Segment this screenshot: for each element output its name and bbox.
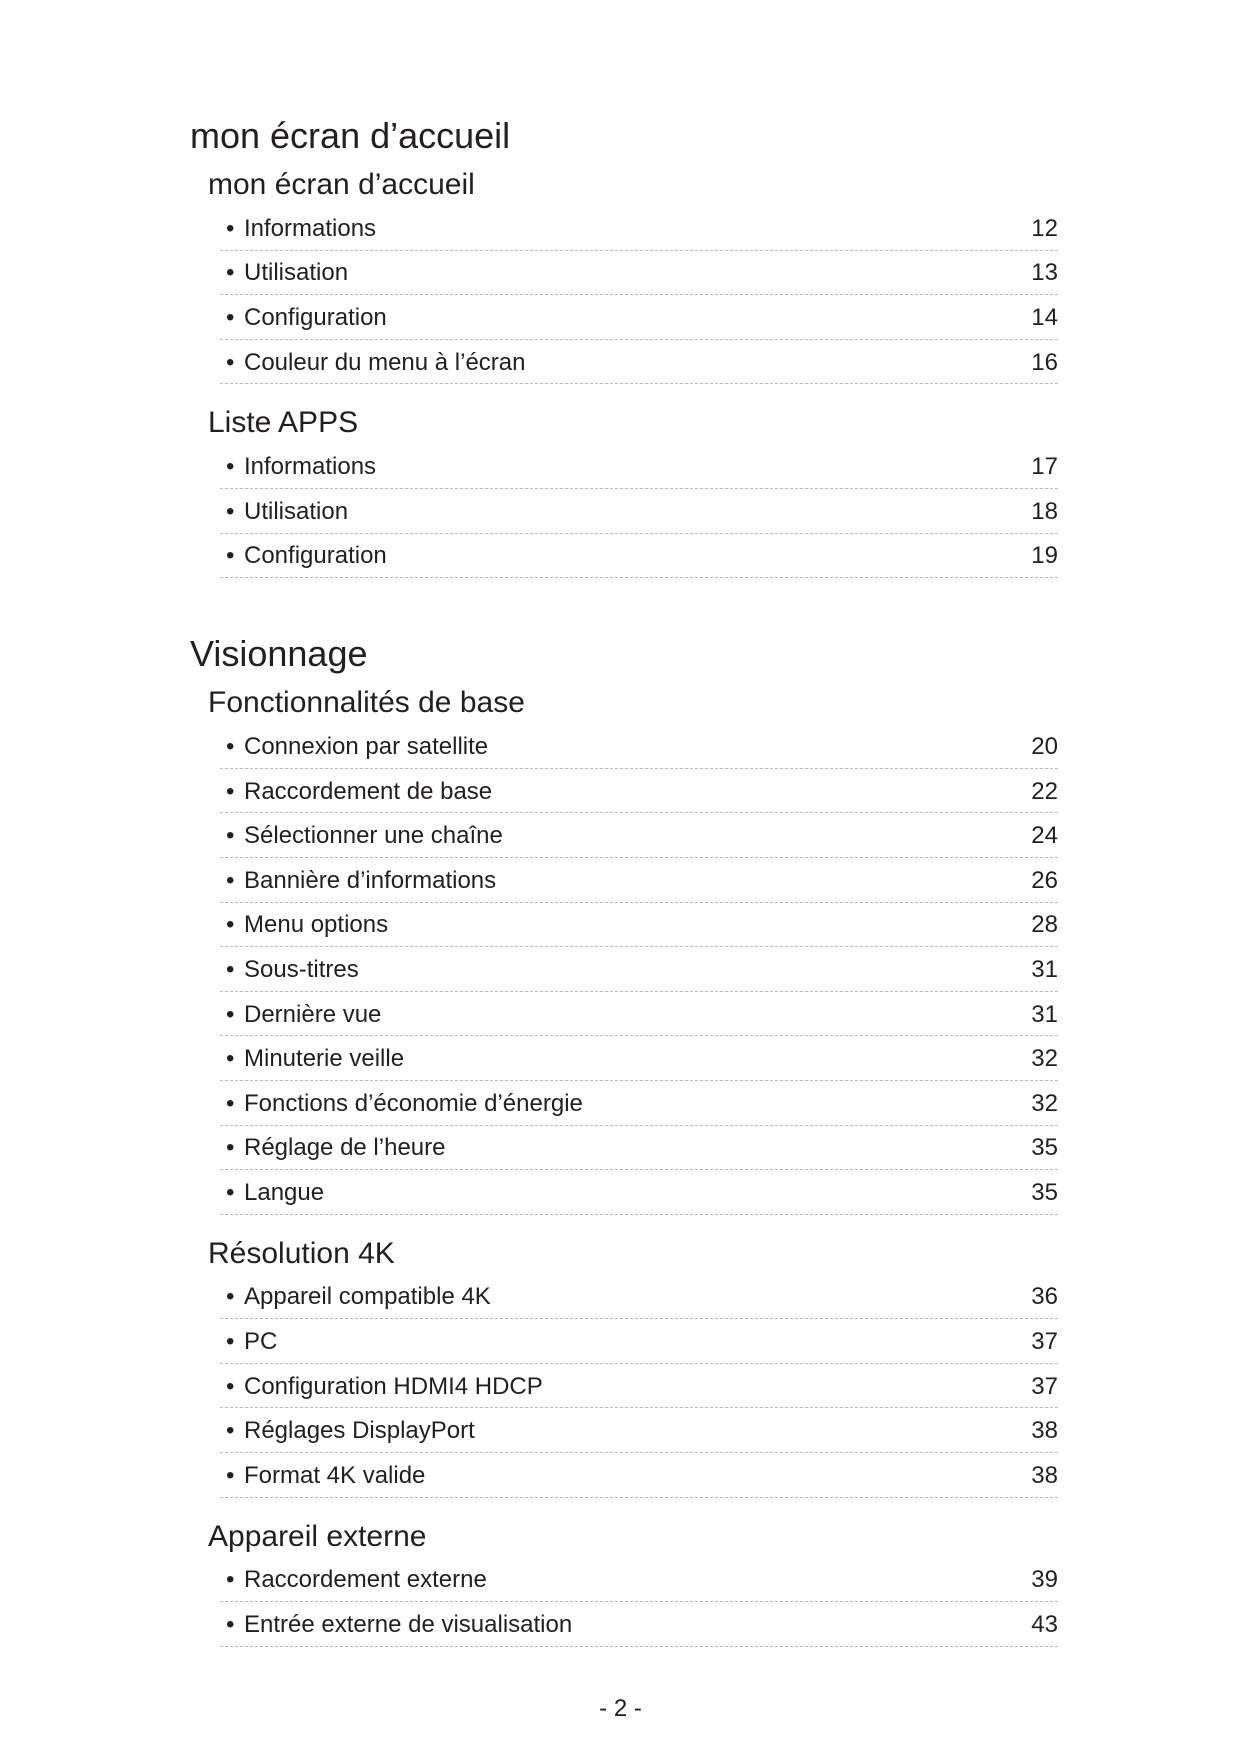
entry-label[interactable]: Informations [244,214,377,242]
toc-entry[interactable] [220,1170,1058,1215]
bullet-icon: • [226,955,235,983]
toc-entry[interactable] [220,903,1058,948]
bullet-icon: • [226,1045,235,1073]
entry-label[interactable]: Réglages DisplayPort [244,1417,475,1445]
group-title: Résolution 4K [208,1236,395,1270]
toc-entry[interactable] [220,340,1058,385]
toc-group [208,164,1058,384]
entry-page[interactable]: 19 [1031,542,1058,570]
toc-entry[interactable] [220,1036,1058,1081]
toc-entry[interactable] [220,1408,1058,1453]
entry-label[interactable]: Minuterie veille [244,1045,405,1073]
entry-page[interactable]: 43 [1031,1611,1058,1639]
toc-entry[interactable] [220,992,1058,1037]
bullet-icon: • [226,1178,235,1206]
entry-page[interactable]: 13 [1031,259,1058,287]
entry-label[interactable]: Raccordement externe [244,1566,487,1594]
toc-entry[interactable] [220,251,1058,296]
entry-label[interactable]: Couleur du menu à l’écran [244,348,526,376]
entry-label[interactable]: PC [244,1328,278,1356]
group-title: mon écran d’accueil [208,168,475,201]
entry-label[interactable]: Utilisation [244,497,349,525]
entry-page[interactable]: 38 [1031,1461,1058,1489]
table-of-contents [190,112,1058,1647]
toc-entry[interactable] [220,724,1058,769]
toc-entry[interactable] [220,1602,1058,1647]
entry-label[interactable]: Informations [244,453,377,481]
bullet-icon: • [226,1328,235,1356]
bullet-icon: • [226,1566,235,1594]
bullet-icon: • [226,732,235,760]
entry-label[interactable]: Menu options [244,911,389,939]
entry-label[interactable]: Connexion par satellite [244,732,489,760]
entry-page[interactable]: 31 [1031,1000,1058,1028]
toc-entry[interactable] [220,1319,1058,1364]
toc-entry[interactable] [220,295,1058,340]
toc-entry[interactable] [220,1275,1058,1320]
entry-page[interactable]: 39 [1031,1566,1058,1594]
bullet-icon: • [226,777,235,805]
entry-label[interactable]: Entrée externe de visualisation [244,1611,573,1639]
bullet-icon: • [226,497,235,525]
bullet-icon: • [226,822,235,850]
toc-entry[interactable] [220,1081,1058,1126]
bullet-icon: • [226,542,235,570]
entry-label[interactable]: Configuration HDMI4 HDCP [244,1372,543,1400]
toc-entry[interactable] [220,206,1058,251]
toc-entry[interactable] [220,1364,1058,1409]
entry-page[interactable]: 20 [1031,732,1058,760]
entry-label[interactable]: Appareil compatible 4K [244,1283,491,1311]
entry-page[interactable]: 12 [1031,214,1058,242]
entry-page[interactable]: 32 [1031,1089,1058,1117]
bullet-icon: • [226,348,235,376]
group-title: Fonctionnalités de base [208,686,525,720]
entry-label[interactable]: Sous-titres [244,955,359,983]
bullet-icon: • [226,1000,235,1028]
bullet-icon: • [226,1134,235,1162]
entry-page[interactable]: 24 [1031,822,1058,850]
bullet-icon: • [226,1611,235,1639]
toc-entry[interactable] [220,534,1058,579]
bullet-icon: • [226,214,235,242]
toc-entry[interactable] [220,769,1058,814]
entry-page[interactable]: 36 [1031,1283,1058,1311]
entry-page[interactable]: 38 [1031,1417,1058,1445]
entry-label[interactable]: Réglage de l’heure [244,1134,446,1162]
entry-label[interactable]: Configuration [244,303,387,331]
entry-page[interactable]: 37 [1031,1328,1058,1356]
entry-page[interactable]: 28 [1031,911,1058,939]
toc-entry[interactable] [220,858,1058,903]
toc-entry[interactable] [220,947,1058,992]
entry-page[interactable]: 37 [1031,1372,1058,1400]
bullet-icon: • [226,1372,235,1400]
page-number: - 2 - [599,1695,642,1722]
entry-page[interactable]: 32 [1031,1045,1058,1073]
entry-label[interactable]: Raccordement de base [244,777,493,805]
bullet-icon: • [226,1417,235,1445]
toc-entry[interactable] [220,1558,1058,1603]
entry-page[interactable]: 18 [1031,497,1058,525]
entry-page[interactable]: 35 [1031,1178,1058,1206]
bullet-icon: • [226,1461,235,1489]
toc-group [208,682,1058,1215]
entry-page[interactable]: 31 [1031,955,1058,983]
toc-entry[interactable] [220,1126,1058,1171]
entry-label[interactable]: Sélectionner une chaîne [244,822,503,850]
bullet-icon: • [226,1283,235,1311]
group-title: Liste APPS [208,406,359,440]
bullet-icon: • [226,259,235,287]
toc-group [208,402,1058,578]
toc-entry[interactable] [220,1453,1058,1498]
entry-page[interactable]: 26 [1031,866,1058,894]
section-title: Visionnage [190,633,368,675]
entry-label[interactable]: Fonctions d’économie d’énergie [244,1089,583,1117]
toc-section [190,112,1058,578]
toc-section [190,630,1058,1647]
toc-entry[interactable] [220,813,1058,858]
entry-label[interactable]: Format 4K valide [244,1461,426,1489]
section-title: mon écran d’accueil [190,115,511,156]
entry-page[interactable]: 35 [1031,1134,1058,1162]
bullet-icon: • [226,303,235,331]
entry-label[interactable]: Bannière d’informations [244,866,497,894]
toc-group [208,1516,1058,1647]
bullet-icon: • [226,866,235,894]
entry-label[interactable]: Configuration [244,542,387,570]
bullet-icon: • [226,453,235,481]
toc-group [208,1233,1058,1498]
entry-page[interactable]: 17 [1031,453,1058,481]
toc-entry[interactable] [220,489,1058,534]
entry-page[interactable]: 22 [1031,777,1058,805]
bullet-icon: • [226,1089,235,1117]
entry-label[interactable]: Dernière vue [244,1000,382,1028]
entry-label[interactable]: Utilisation [244,259,349,287]
entry-page[interactable]: 14 [1031,303,1058,331]
group-title: Appareil externe [208,1519,427,1553]
bullet-icon: • [226,911,235,939]
entry-label[interactable]: Langue [244,1178,325,1206]
entry-page[interactable]: 16 [1031,348,1058,376]
toc-entry[interactable] [220,444,1058,489]
